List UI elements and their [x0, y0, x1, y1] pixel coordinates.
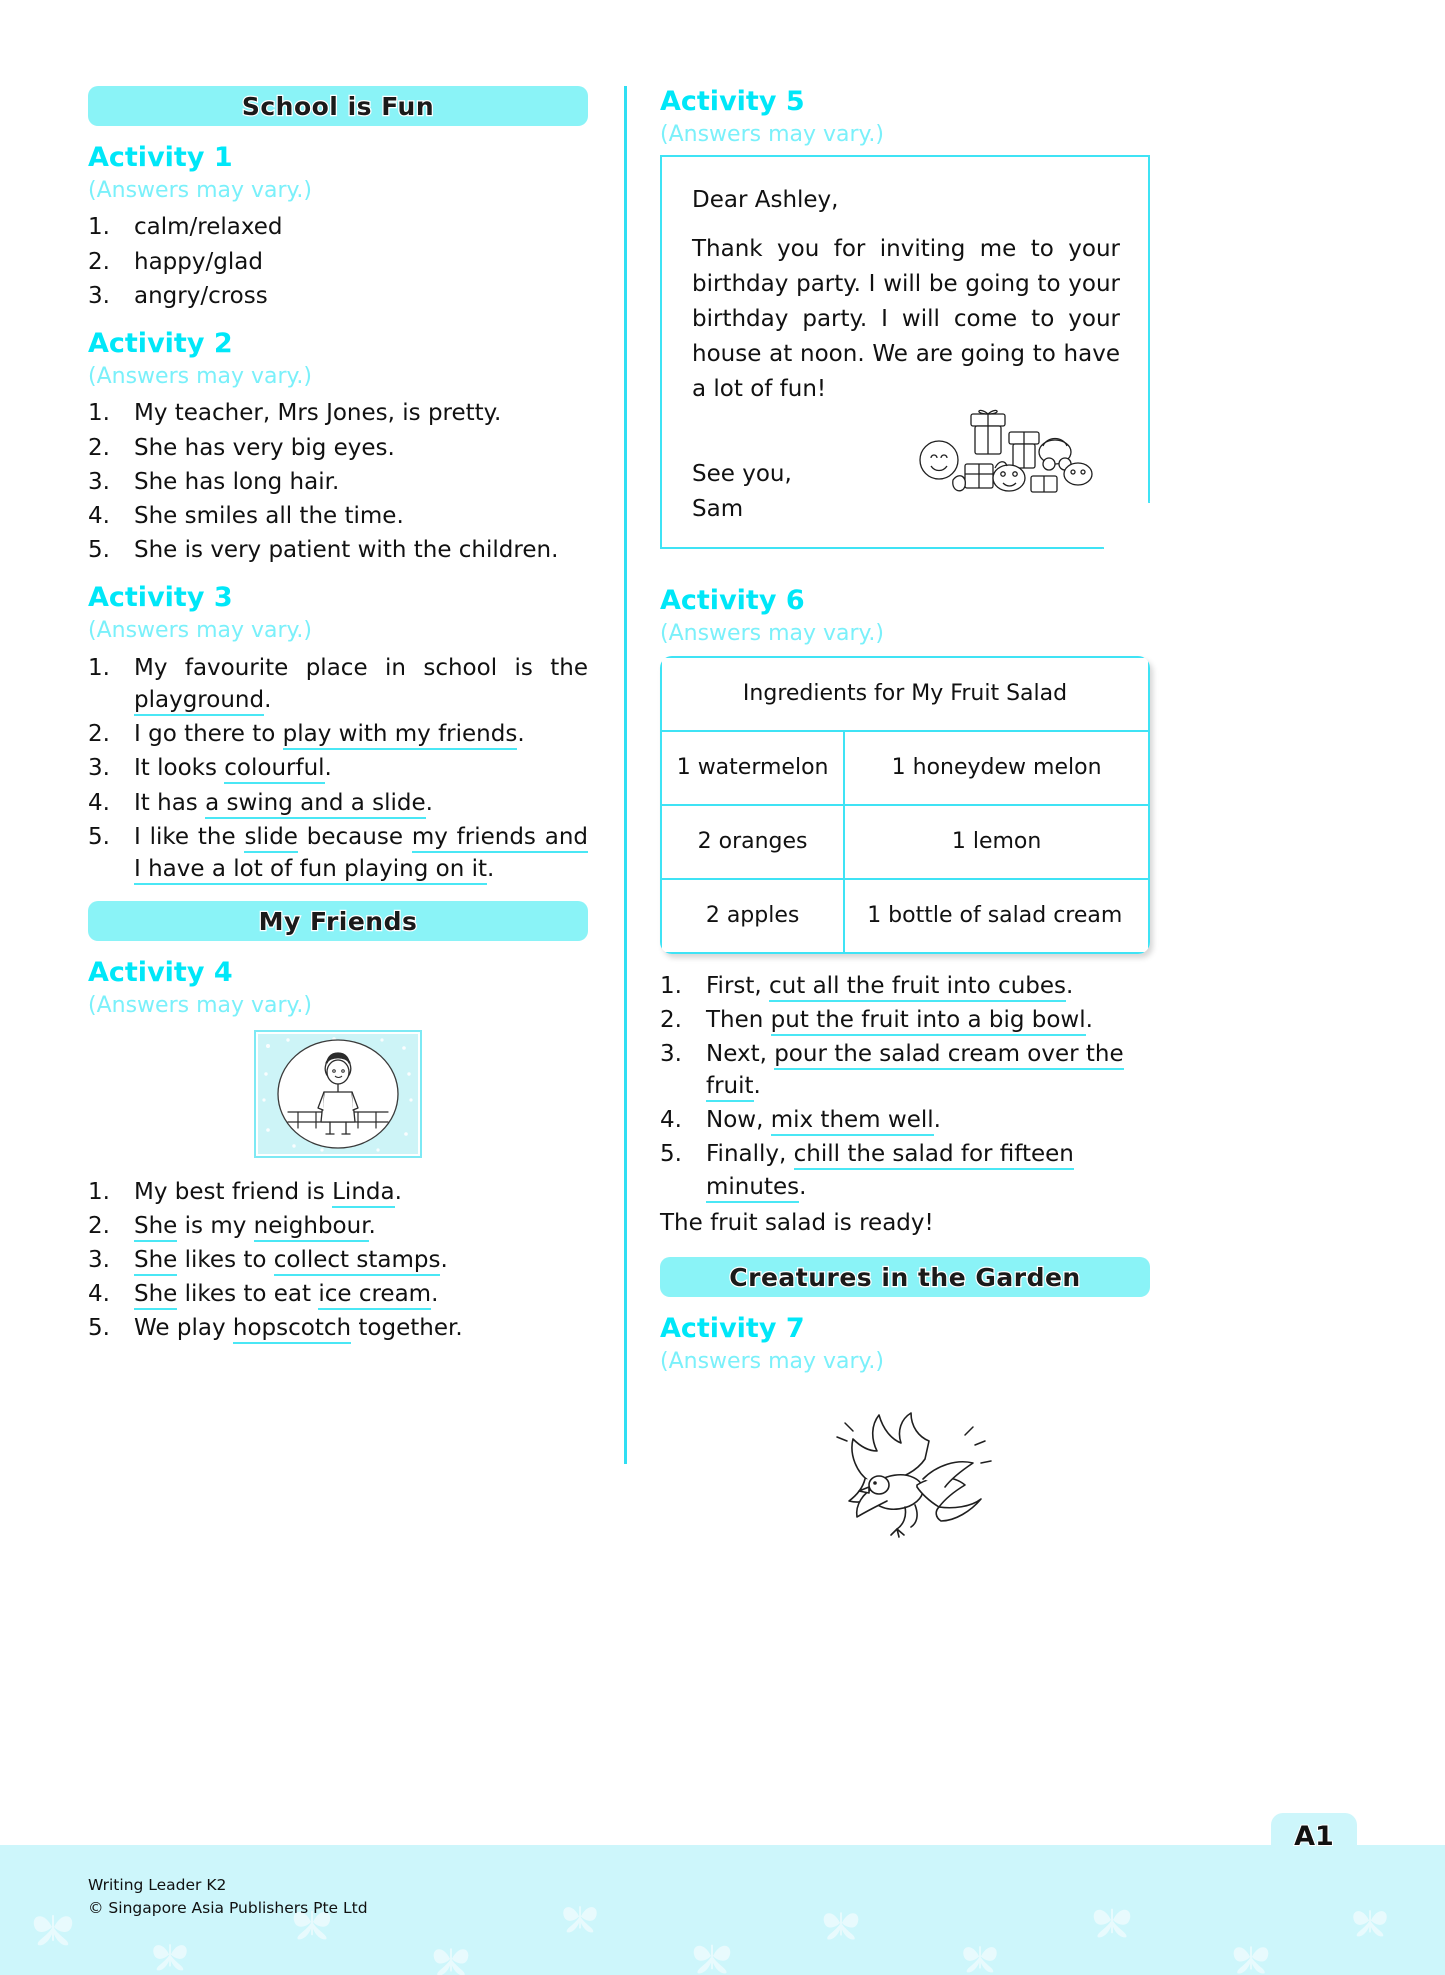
list-text: She has long hair. — [134, 468, 340, 495]
butterfly-watermark-icon — [430, 1941, 472, 1975]
answer-suffix: . — [368, 1212, 376, 1239]
answer-prefix: Then — [706, 1006, 771, 1033]
table-cell: 1 bottle of salad cream — [844, 879, 1149, 953]
letter-closing: See you, — [692, 461, 792, 488]
list-number: 4. — [660, 1107, 682, 1134]
answer-underlined: colourful — [224, 755, 324, 784]
answer-middle: is my — [177, 1212, 254, 1239]
activity-2-list — [88, 397, 588, 566]
gifts-illustration — [913, 402, 1108, 507]
answer-suffix: . — [324, 755, 332, 782]
list-text: She is very patient with the children. — [134, 537, 559, 564]
section-banner-my-friends — [88, 901, 588, 941]
list-item — [88, 280, 588, 312]
answer-suffix: . — [440, 1246, 448, 1273]
list-number: 3. — [660, 1040, 682, 1067]
table-cell: 2 oranges — [661, 805, 844, 879]
list-item — [88, 1244, 588, 1276]
table-cell: 2 apples — [661, 879, 844, 953]
list-number: 5. — [88, 1315, 110, 1342]
answer-suffix: together. — [351, 1315, 463, 1342]
list-number: 3. — [88, 282, 110, 309]
page-number: A1 — [1294, 1820, 1334, 1852]
ingredients-table-wrapper — [660, 656, 1150, 954]
answer-suffix: . — [753, 1073, 761, 1100]
section-banner-label: School is Fun — [241, 91, 435, 121]
letter-box — [660, 155, 1150, 549]
answer-suffix: . — [1085, 1006, 1093, 1033]
table-cell: 1 honeydew melon — [844, 731, 1149, 805]
list-number: 3. — [88, 755, 110, 782]
section-banner-creatures — [660, 1257, 1150, 1297]
column-divider-gap — [588, 86, 660, 1446]
answer-prefix: Next, — [706, 1040, 775, 1067]
answer-suffix: . — [933, 1107, 941, 1134]
answer-underlined: put the fruit into a big bowl — [771, 1007, 1086, 1036]
section-banner-label: Creatures in the Garden — [729, 1262, 1081, 1292]
list-item — [88, 821, 588, 885]
list-item — [660, 1138, 1150, 1202]
activity-2-heading: Activity 2 — [88, 328, 233, 359]
list-number: 1. — [660, 972, 682, 999]
table-row — [661, 805, 1149, 879]
activity-4-list — [88, 1176, 588, 1345]
list-text — [706, 1004, 1150, 1036]
answer-suffix: . — [1066, 972, 1074, 999]
list-number: 3. — [88, 1246, 110, 1273]
list-number: 1. — [88, 214, 110, 241]
list-item — [88, 752, 588, 784]
letter-signature: Sam — [692, 496, 744, 523]
activity-1-note: (Answers may vary.) — [88, 178, 312, 204]
activity-6-closing-line: The fruit salad is ready! — [660, 1209, 934, 1236]
butterfly-watermark-icon — [960, 1939, 1000, 1974]
list-number: 5. — [660, 1141, 682, 1168]
table-row — [661, 731, 1149, 805]
answer-suffix: . — [517, 721, 525, 748]
list-number: 4. — [88, 503, 110, 529]
section-banner-school-is-fun — [88, 86, 588, 126]
butterfly-watermark-icon — [1350, 1903, 1390, 1938]
list-text — [706, 970, 1150, 1002]
list-text — [134, 718, 588, 750]
activity-6-steps — [660, 970, 1150, 1203]
right-column — [660, 86, 1150, 1446]
list-item — [660, 970, 1150, 1002]
answer-underlined: play with my friends — [283, 721, 518, 750]
list-text — [706, 1138, 1150, 1202]
list-item — [88, 718, 588, 750]
list-text — [134, 821, 588, 885]
list-text — [134, 1278, 588, 1310]
list-number: 1. — [88, 654, 110, 681]
answer-underlined: She — [134, 1281, 177, 1310]
answer-underlined: She — [134, 1213, 177, 1242]
footer-credits — [88, 1874, 368, 1919]
butterfly-watermark-icon — [560, 1899, 600, 1934]
list-item — [88, 1210, 588, 1242]
list-text — [134, 1210, 588, 1242]
answer-middle: likes to — [177, 1246, 274, 1273]
table-cell: 1 lemon — [844, 805, 1149, 879]
answer-underlined: slide — [244, 824, 298, 853]
left-column — [88, 86, 588, 1446]
list-number: 5. — [88, 823, 110, 850]
answer-suffix: . — [431, 1281, 439, 1308]
activity-2-note: (Answers may vary.) — [88, 364, 312, 390]
list-item — [88, 466, 588, 498]
girl-illustration — [254, 1030, 422, 1158]
answer-underlined: Linda — [332, 1179, 394, 1208]
list-text: She has very big eyes. — [134, 434, 395, 461]
butterfly-watermark-icon — [150, 1937, 190, 1972]
list-item — [88, 246, 588, 278]
answer-underlined: pour the salad cream over the fruit — [706, 1041, 1124, 1102]
answer-underlined-2: collect stamps — [274, 1247, 441, 1276]
answer-underlined: She — [134, 1247, 177, 1276]
list-number: 1. — [88, 400, 110, 427]
activity-1-list — [88, 211, 588, 312]
list-text — [706, 1038, 1150, 1102]
table-cell: 1 watermelon — [661, 731, 844, 805]
list-text — [134, 652, 588, 716]
activity-5-heading: Activity 5 — [660, 86, 805, 117]
answer-prefix: Now, — [706, 1107, 771, 1134]
answer-suffix: . — [264, 687, 272, 713]
list-number: 1. — [88, 1178, 110, 1205]
list-item — [88, 652, 588, 716]
list-text: angry/cross — [134, 282, 268, 309]
answer-suffix: . — [425, 789, 433, 816]
activity-7-heading: Activity 7 — [660, 1313, 805, 1344]
list-text: She smiles all the time. — [134, 503, 404, 529]
activity-4-heading: Activity 4 — [88, 957, 233, 989]
list-item — [88, 1278, 588, 1310]
answer-prefix: First, — [706, 972, 770, 999]
list-number: 4. — [88, 789, 110, 816]
footer-book-title: Writing Leader K2 — [88, 1876, 227, 1895]
list-number: 2. — [88, 1212, 110, 1239]
list-number: 2. — [88, 721, 110, 748]
butterfly-watermark-icon — [690, 1937, 734, 1975]
list-item — [660, 1038, 1150, 1102]
answer-suffix: . — [394, 1178, 402, 1205]
activity-6-heading: Activity 6 — [660, 585, 805, 617]
activity-4-note: (Answers may vary.) — [88, 993, 312, 1019]
letter-salutation: Dear Ashley, — [692, 187, 839, 214]
table-row — [661, 657, 1149, 731]
list-item — [88, 1312, 588, 1344]
activity-7-note: (Answers may vary.) — [660, 1349, 884, 1375]
answer-underlined: hopscotch — [233, 1315, 351, 1344]
list-item — [88, 534, 588, 566]
list-text — [706, 1104, 1150, 1136]
list-text: My teacher, Mrs Jones, is pretty. — [134, 400, 502, 427]
list-item — [88, 432, 588, 464]
answer-prefix: My best friend is — [134, 1178, 333, 1205]
list-number: 2. — [660, 1006, 682, 1033]
list-item — [660, 1004, 1150, 1036]
footer-copyright: © Singapore Asia Publishers Pte Ltd — [88, 1898, 368, 1917]
list-number: 2. — [88, 248, 110, 275]
answer-prefix: I go there to — [134, 721, 283, 748]
answer-underlined: mix them well — [771, 1107, 934, 1136]
activity-3-heading: Activity 3 — [88, 582, 233, 614]
butterfly-watermark-icon — [1230, 1939, 1272, 1975]
answer-prefix: It has — [134, 789, 206, 816]
answer-underlined-2: neighbour — [254, 1213, 369, 1242]
answer-suffix: . — [487, 855, 495, 882]
letter-body: Thank you for inviting me to your birthday party. I will be going to your birthday party. I will come to your house at noon. We are going to have a lot of fun! — [692, 236, 1120, 403]
list-text — [134, 1244, 588, 1276]
list-number: 5. — [88, 537, 110, 564]
list-item — [88, 787, 588, 819]
section-banner-label: My Friends — [258, 906, 418, 936]
list-number: 3. — [88, 468, 110, 495]
answer-prefix: It looks — [134, 755, 225, 782]
table-title-cell: Ingredients for My Fruit Salad — [661, 657, 1149, 731]
two-column-body — [88, 86, 1358, 1446]
answer-underlined-2: my friends and I have a lot of fun playing on it — [134, 824, 588, 885]
answer-underlined: chill the salad for fifteen minutes — [706, 1141, 1074, 1202]
answer-prefix: Finally, — [706, 1141, 794, 1168]
answer-middle: because — [297, 823, 412, 850]
list-text — [134, 1176, 588, 1208]
list-item — [660, 1104, 1150, 1136]
activity-6-note: (Answers may vary.) — [660, 621, 884, 647]
vertical-divider — [624, 86, 627, 1464]
page-number-badge — [1271, 1813, 1357, 1859]
activity-3-list — [88, 652, 588, 885]
table-row — [661, 879, 1149, 953]
answer-underlined: playground — [134, 687, 264, 716]
answer-prefix: My favourite place in school is the — [134, 654, 588, 681]
list-item — [88, 211, 588, 243]
bird-illustration — [805, 1389, 1005, 1544]
list-number: 2. — [88, 434, 110, 461]
butterfly-watermark-icon — [820, 1905, 862, 1941]
answer-prefix: We play — [134, 1315, 233, 1342]
list-text — [134, 752, 588, 784]
butterfly-watermark-icon — [30, 1907, 76, 1947]
list-item — [88, 397, 588, 429]
list-text — [134, 1312, 588, 1344]
answer-underlined-2: ice cream — [318, 1281, 431, 1310]
activity-3-note: (Answers may vary.) — [88, 618, 312, 644]
answer-underlined: cut all the fruit into cubes — [769, 973, 1066, 1002]
footer-band — [0, 1845, 1445, 1975]
activity-5-note: (Answers may vary.) — [660, 122, 884, 148]
list-item — [88, 500, 588, 532]
list-number: 4. — [88, 1281, 110, 1308]
butterfly-watermark-icon — [1090, 1901, 1134, 1939]
activity-1-heading: Activity 1 — [88, 142, 233, 173]
answer-suffix: . — [799, 1173, 807, 1200]
list-text: happy/glad — [134, 248, 263, 275]
answer-middle: likes to eat — [177, 1281, 319, 1308]
answer-prefix: I like the — [134, 823, 245, 850]
answer-underlined: a swing and a slide — [205, 790, 426, 819]
ingredients-table — [660, 656, 1150, 954]
list-item — [88, 1176, 588, 1208]
list-text: calm/relaxed — [134, 214, 283, 241]
list-text — [134, 787, 588, 819]
